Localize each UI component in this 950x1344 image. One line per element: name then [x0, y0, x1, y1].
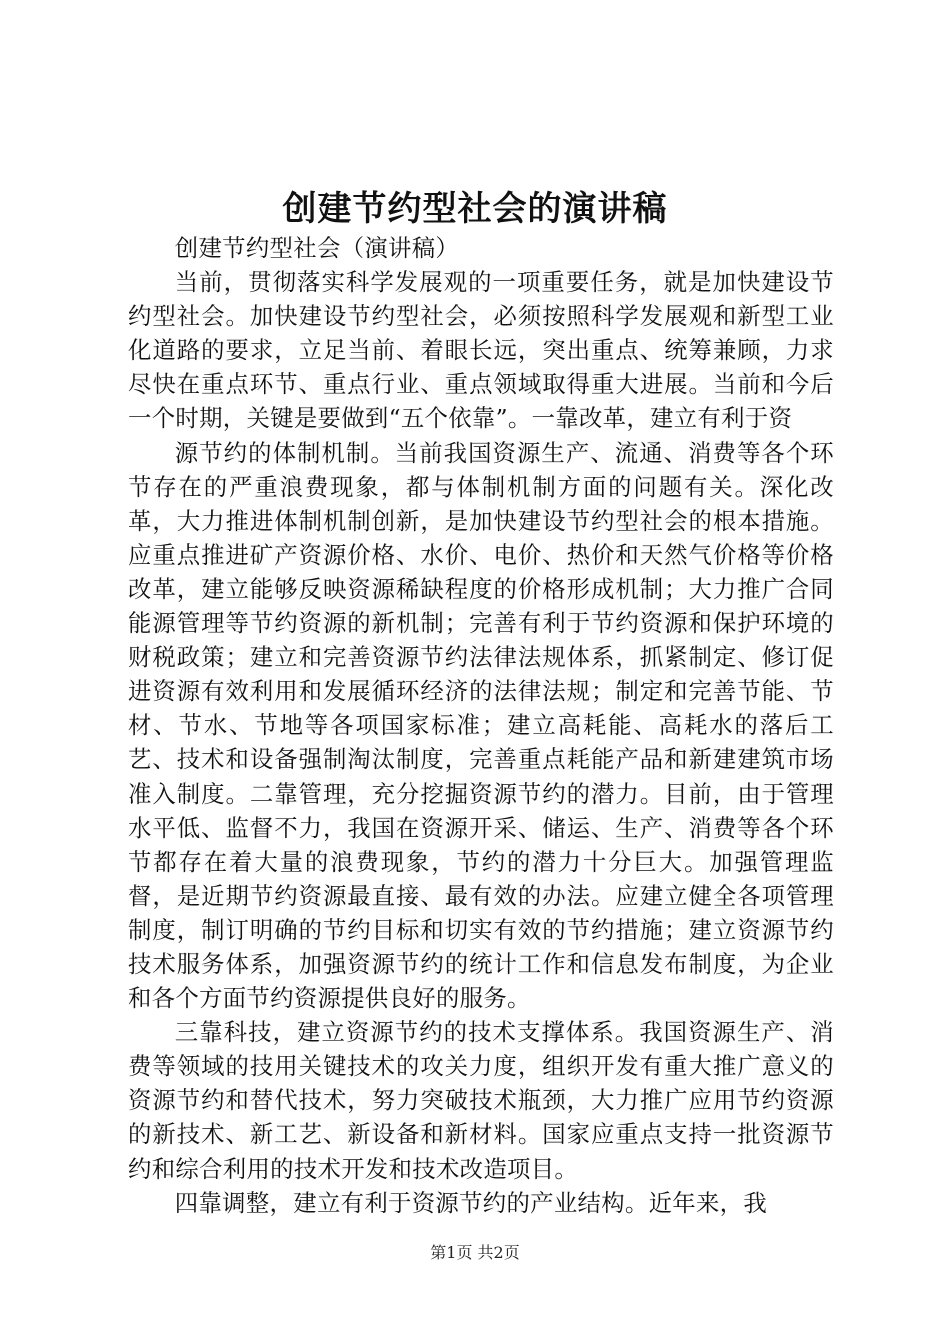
- paragraph-adjustment: 四靠调整，建立有利于资源节约的产业结构。近年来，我: [174, 1188, 768, 1217]
- paragraph-reform-management: 源节约的体制机制。当前我国资源生产、流通、消费等各个环节存在的严重浪费现象，都与体制机制方面的问题有关。深化改革，大力推进体制机制创新，是加快建设节约型社会的根本措施。应重点推进矿产资源价格、水价、电价、热价和天然气价格等价格改革，建立能够反映资源稀缺程度的价格形成机制；大力推广合同能源管理等节约资源的新机制；完善有利于节约资源和保护环境的财税政策；建立和完善资源节约法律法规体系，抓紧制定、修订促进资源有效利用和发展循环经济的法律法规；制定和完善节能、节材、节水、节地等各项国家标准；建立高耗能、高耗水的落后工艺、技术和设备强制淘汰制度，完善重点耗能产品和新建建筑市场准入制度。二靠管理，充分挖掘资源节约的潜力。目前，由于管理水平低、监督不力，我国在资源开采、储运、生产、消费等各个环节都存在着大量的浪费现象，节约的潜力十分巨大。加强管理监督，是近期节约资源最直接、最有效的办法。应建立健全各项管理制度，制订明确的节约目标和切实有效的节约措施；建立资源节约技术服务体系，加强资源节约的统计工作和信息发布制度，为企业和各个方面节约资源提供良好的服务。: [128, 438, 834, 1013]
- paragraph-subtitle: 创建节约型社会（演讲稿）: [174, 234, 460, 262]
- paragraph-technology: 三靠科技，建立资源节约的技术支撑体系。我国资源生产、消费等领域的技用关键技术的攻关力度，组织开发有重大推广意义的资源节约和替代技术，努力突破技术瓶颈，大力推广应用节约资源的新技术、新工艺、新设备和新材料。国家应重点支持一批资源节约和综合利用的技术开发和技术改造项目。: [128, 1018, 834, 1183]
- paragraph-intro: 当前，贯彻落实科学发展观的一项重要任务，就是加快建设节约型社会。加快建设节约型社会，必须按照科学发展观和新型工业化道路的要求，立足当前、着眼长远，突出重点、统筹兼顾，力求尽快在重点环节、重点行业、重点领域取得重大进展。当前和今后一个时期，关键是要做到“五个依靠”。一靠改革，建立有利于资: [128, 268, 834, 433]
- document-title: 创建节约型社会的演讲稿: [282, 189, 668, 229]
- page-number-footer: 第1页 共2页: [430, 1243, 520, 1262]
- document-body: [128, 231, 834, 1220]
